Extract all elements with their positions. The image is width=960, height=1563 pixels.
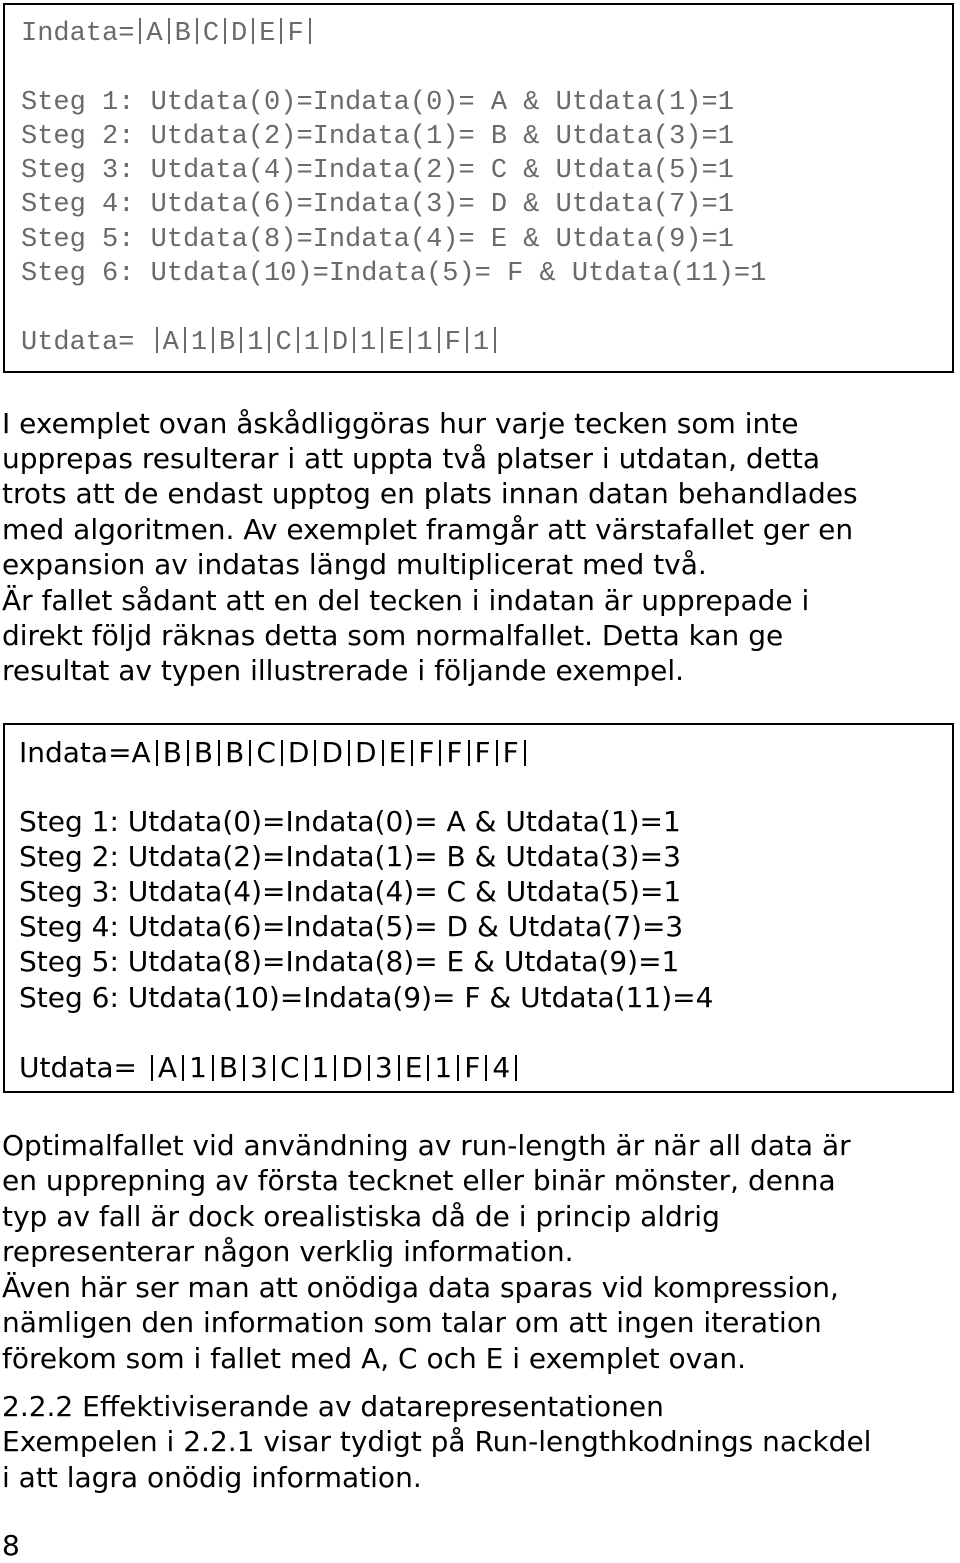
cell-separator xyxy=(427,1055,429,1081)
indata-cell: F xyxy=(446,736,463,769)
cell-separator xyxy=(297,327,299,353)
cell-separator xyxy=(353,327,355,353)
cell-separator xyxy=(139,18,141,44)
utdata-cell: 3 xyxy=(250,1051,268,1084)
cell-separator xyxy=(281,740,283,766)
example2-step: Steg 1: Utdata(0)=Indata(0)= A & Utdata(1)=1 xyxy=(19,805,681,838)
utdata-label: Utdata= xyxy=(21,328,151,358)
indata-cell: B xyxy=(193,736,214,769)
cell-separator xyxy=(368,1055,370,1081)
cell-separator xyxy=(182,1055,184,1081)
cell-separator xyxy=(457,1055,459,1081)
cell-separator xyxy=(515,1055,517,1081)
indata-cell: B xyxy=(162,736,182,769)
example1-indata-row xyxy=(21,17,316,51)
indata-cell: B xyxy=(174,19,191,49)
page-number: 8 xyxy=(2,1529,20,1562)
paragraph-line: en upprepning av första tecknet eller binär mönster, denna xyxy=(2,1164,836,1197)
paragraph-line: upprepas resulterar i att uppta två platser i utdatan, detta xyxy=(2,442,821,475)
cell-separator xyxy=(438,327,440,353)
utdata-cell: D xyxy=(341,1051,363,1084)
cell-separator xyxy=(494,327,496,353)
indata-cell: F xyxy=(418,736,435,769)
indata-cell: F xyxy=(502,736,519,769)
utdata-cell: 1 xyxy=(247,328,264,358)
cell-separator xyxy=(409,327,411,353)
indata-cell: B xyxy=(225,736,245,769)
paragraph-line: representerar någon verklig information. xyxy=(2,1235,574,1268)
utdata-cell: 1 xyxy=(190,328,208,358)
cell-separator xyxy=(314,740,316,766)
paragraph-line: Exempelen i 2.2.1 visar tydigt på Run-lengthkodnings nackdel xyxy=(2,1425,872,1458)
example-box-2 xyxy=(3,723,954,1093)
utdata-label: Utdata= xyxy=(19,1051,146,1084)
cell-separator xyxy=(398,1055,400,1081)
example1-step: Steg 6: Utdata(10)=Indata(5)= F & Utdata(11)=1 xyxy=(21,259,767,289)
cell-separator xyxy=(224,18,226,44)
paragraph-line: nämligen den information som talar om att ingen iteration xyxy=(2,1306,822,1339)
utdata-cell: 1 xyxy=(303,328,320,358)
cell-separator xyxy=(334,1055,336,1081)
utdata-cell: D xyxy=(331,328,349,358)
indata-label: Indata= xyxy=(19,736,132,769)
cell-separator xyxy=(382,740,384,766)
example2-step: Steg 4: Utdata(6)=Indata(5)= D & Utdata(7)=3 xyxy=(19,910,684,943)
indata-cell: F xyxy=(474,736,491,769)
utdata-cell: 1 xyxy=(360,328,377,358)
utdata-cell: 1 xyxy=(311,1051,330,1084)
cell-separator xyxy=(381,327,383,353)
example-box-1 xyxy=(3,3,954,373)
utdata-cell: E xyxy=(404,1051,423,1084)
cell-separator xyxy=(249,740,251,766)
section-heading: 2.2.2 Effektiviserande av datarepresentationen xyxy=(2,1390,664,1423)
cell-separator xyxy=(151,1055,153,1081)
cell-separator xyxy=(485,1055,487,1081)
cell-separator xyxy=(309,18,311,44)
cell-separator xyxy=(156,740,158,766)
cell-separator xyxy=(524,740,526,766)
utdata-cell: 4 xyxy=(492,1051,511,1084)
cell-separator xyxy=(243,1055,245,1081)
indata-cell: F xyxy=(287,19,304,49)
indata-cell: D xyxy=(321,736,344,769)
example2-utdata-row xyxy=(19,1050,522,1085)
cell-separator xyxy=(268,327,270,353)
cell-separator xyxy=(348,740,350,766)
indata-cell: C xyxy=(256,736,276,769)
utdata-cell: 1 xyxy=(434,1051,453,1084)
paragraph-line: expansion av indatas längd multiplicerat med två. xyxy=(2,548,707,581)
indata-cell: A xyxy=(131,736,151,769)
utdata-cell: C xyxy=(275,328,292,358)
cell-separator xyxy=(212,327,214,353)
indata-cell: E xyxy=(259,19,276,49)
cell-separator xyxy=(168,18,170,44)
utdata-cell: 1 xyxy=(416,328,433,358)
example1-step: Steg 4: Utdata(6)=Indata(3)= D & Utdata(7)=1 xyxy=(21,190,734,220)
paragraph-line: Även här ser man att onödiga data sparas vid kompression, xyxy=(2,1271,839,1304)
paragraph-line: med algoritmen. Av exemplet framgår att värstafallet ger en xyxy=(2,513,854,546)
cell-separator xyxy=(466,327,468,353)
utdata-cell: F xyxy=(464,1051,481,1084)
utdata-cell: A xyxy=(162,328,179,358)
cell-separator xyxy=(212,1055,214,1081)
cell-separator xyxy=(280,18,282,44)
example1-step: Steg 1: Utdata(0)=Indata(0)= A & Utdata(1)=1 xyxy=(21,88,734,118)
cell-separator xyxy=(218,740,220,766)
cell-separator xyxy=(305,1055,307,1081)
paragraph-line: trots att de endast upptog en plats innan datan behandlades xyxy=(2,477,858,510)
cell-separator xyxy=(325,327,327,353)
utdata-cell: 1 xyxy=(189,1051,207,1084)
indata-cell: C xyxy=(202,19,220,49)
cell-separator xyxy=(411,740,413,766)
cell-separator xyxy=(468,740,470,766)
example2-step: Steg 3: Utdata(4)=Indata(4)= C & Utdata(5)=1 xyxy=(19,875,682,908)
indata-cell: E xyxy=(388,736,407,769)
indata-cell: A xyxy=(146,19,163,49)
example2-step: Steg 2: Utdata(2)=Indata(1)= B & Utdata(3)=3 xyxy=(19,840,681,873)
example1-step: Steg 5: Utdata(8)=Indata(4)= E & Utdata(9)=1 xyxy=(21,225,734,255)
utdata-cell: C xyxy=(279,1051,300,1084)
paragraph-line: Är fallet sådant att en del tecken i indatan är upprepade i xyxy=(2,584,810,617)
paragraph-line: resultat av typen illustrerade i följande exempel. xyxy=(2,654,685,687)
cell-separator xyxy=(196,18,198,44)
utdata-cell: F xyxy=(444,328,461,358)
utdata-cell: B xyxy=(219,328,236,358)
cell-separator xyxy=(184,327,186,353)
paragraph-line: direkt följd räknas detta som normalfallet. Detta kan ge xyxy=(2,619,784,652)
example1-utdata-row xyxy=(21,326,501,360)
paragraph-line: i att lagra onödig information. xyxy=(2,1461,422,1494)
paragraph-line: I exemplet ovan åskådliggöras hur varje tecken som inte xyxy=(2,407,799,440)
utdata-cell: 3 xyxy=(374,1051,393,1084)
cell-separator xyxy=(496,740,498,766)
example2-indata-row xyxy=(19,735,531,770)
cell-separator xyxy=(439,740,441,766)
example2-step: Steg 5: Utdata(8)=Indata(8)= E & Utdata(9)=1 xyxy=(19,945,680,978)
paragraph-line: förekom som i fallet med A, C och E i exemplet ovan. xyxy=(2,1342,747,1375)
indata-cell: D xyxy=(231,19,248,49)
cell-separator xyxy=(240,327,242,353)
example2-step: Steg 6: Utdata(10)=Indata(9)= F & Utdata(11)=4 xyxy=(19,981,714,1014)
utdata-cell: B xyxy=(218,1051,239,1084)
indata-cell: D xyxy=(287,736,310,769)
cell-separator xyxy=(187,740,189,766)
cell-separator xyxy=(156,327,158,353)
indata-label: Indata= xyxy=(21,19,135,49)
example1-step: Steg 2: Utdata(2)=Indata(1)= B & Utdata(3)=1 xyxy=(21,122,734,152)
paragraph-line: typ av fall är dock orealistiska då de i princip aldrig xyxy=(2,1200,720,1233)
utdata-cell: E xyxy=(388,328,405,358)
utdata-cell: A xyxy=(157,1051,178,1084)
cell-separator xyxy=(273,1055,275,1081)
cell-separator xyxy=(252,18,254,44)
indata-cell: D xyxy=(355,736,377,769)
example1-step: Steg 3: Utdata(4)=Indata(2)= C & Utdata(5)=1 xyxy=(21,156,734,186)
paragraph-line: Optimalfallet vid användning av run-length är när all data är xyxy=(2,1129,851,1162)
utdata-cell: 1 xyxy=(472,328,490,358)
